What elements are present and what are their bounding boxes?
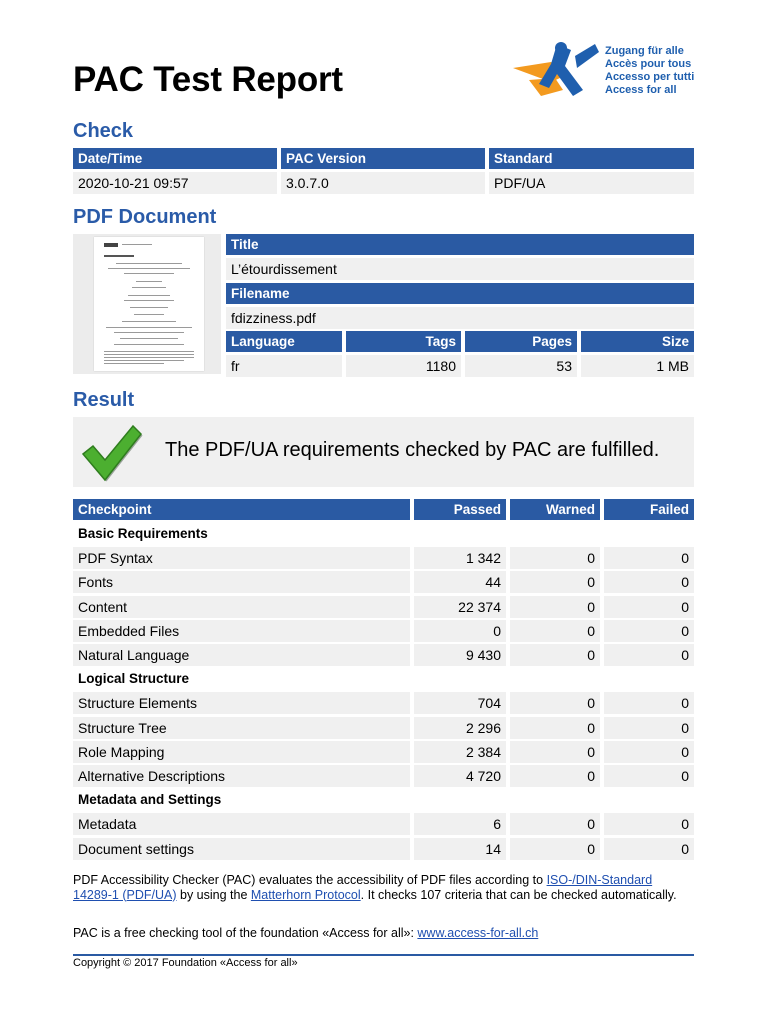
logo-text: [605, 45, 695, 97]
pac-description-text-2: by using the: [176, 887, 251, 902]
document-title-label: Title: [226, 234, 694, 255]
checkpoint-passed: 4 720: [414, 765, 506, 787]
logo-line-it: Accesso per tutti: [605, 71, 695, 83]
matterhorn-protocol-link[interactable]: Matterhorn Protocol: [250, 887, 361, 902]
document-thumbnail: [73, 234, 221, 374]
checkpoint-passed: 0: [414, 620, 506, 642]
warned-header: Warned: [510, 499, 600, 520]
pac-description-text-3: . It checks 107 criteria that can be checked automatically.: [360, 887, 677, 902]
access-for-all-logo: [511, 40, 701, 100]
result-heading: Result: [73, 389, 135, 411]
check-value-datetime: 2020-10-21 09:57: [73, 172, 277, 194]
checkpoint-failed: 0: [604, 644, 694, 666]
pdf-document-heading: PDF Document: [73, 206, 217, 228]
document-title-value: L’étourdissement: [226, 258, 694, 280]
document-language-value: fr: [226, 355, 342, 377]
iso-standard-link[interactable]: ISO-/DIN-Standard 14289-1 (PDF/UA): [73, 873, 653, 902]
footer-divider: [73, 954, 694, 956]
checkpoint-passed: 2 384: [414, 741, 506, 763]
checkpoint-failed: 0: [604, 620, 694, 642]
passed-header: Passed: [414, 499, 506, 520]
result-message: The PDF/UA requirements checked by PAC are fulfilled.: [165, 439, 660, 461]
checkpoint-failed: 0: [604, 741, 694, 763]
checkpoint-name: Alternative Descriptions: [73, 765, 410, 787]
document-size-value: 1 MB: [581, 355, 694, 377]
checkpoint-warned: 0: [510, 717, 600, 739]
document-filename-value: fdizziness.pdf: [226, 307, 694, 329]
checkpoint-name: Metadata: [73, 813, 410, 835]
checkpoint-failed: 0: [604, 717, 694, 739]
checkpoint-passed: 6: [414, 813, 506, 835]
checkpoint-failed: 0: [604, 547, 694, 569]
document-tags-label: Tags: [346, 331, 461, 352]
access-for-all-logo-icon: [511, 40, 601, 100]
checkpoint-group-heading: Metadata and Settings: [78, 792, 222, 807]
check-header-standard: Standard: [489, 148, 694, 169]
logo-line-en: Access for all: [605, 84, 677, 96]
checkpoint-warned: 0: [510, 765, 600, 787]
checkpoint-warned: 0: [510, 644, 600, 666]
checkpoint-warned: 0: [510, 741, 600, 763]
checkpoint-passed: 704: [414, 692, 506, 714]
checkpoint-failed: 0: [604, 692, 694, 714]
checkpoint-passed: 44: [414, 571, 506, 593]
logo-line-de: Zugang für alle: [605, 45, 684, 57]
pac-description: [73, 873, 693, 902]
result-banner: [73, 417, 694, 487]
document-filename-label: Filename: [226, 283, 694, 304]
checkpoint-passed: 2 296: [414, 717, 506, 739]
checkmark-icon: [79, 422, 143, 482]
checkpoint-name: Structure Elements: [73, 692, 410, 714]
checkpoint-failed: 0: [604, 838, 694, 860]
checkpoint-name: PDF Syntax: [73, 547, 410, 569]
checkpoint-failed: 0: [604, 765, 694, 787]
checkpoint-warned: 0: [510, 838, 600, 860]
checkpoint-warned: 0: [510, 692, 600, 714]
access-for-all-link[interactable]: www.access-for-all.ch: [417, 926, 539, 940]
failed-header: Failed: [604, 499, 694, 520]
document-size-label: Size: [581, 331, 694, 352]
check-heading: Check: [73, 120, 134, 142]
check-header-datetime: Date/Time: [73, 148, 277, 169]
document-pages-value: 53: [465, 355, 577, 377]
pac-free-tool-note: [73, 926, 693, 941]
checkpoint-warned: 0: [510, 547, 600, 569]
checkpoint-header: Checkpoint: [73, 499, 410, 520]
pac-free-tool-text: PAC is a free checking tool of the foundation «Access for all»:: [73, 926, 418, 940]
checkpoint-name: Content: [73, 596, 410, 618]
checkpoint-warned: 0: [510, 571, 600, 593]
check-header-version: PAC Version: [281, 148, 485, 169]
thumbnail-page: [94, 237, 204, 371]
checkpoint-passed: 22 374: [414, 596, 506, 618]
check-value-version: 3.0.7.0: [281, 172, 485, 194]
document-language-label: Language: [226, 331, 342, 352]
checkpoint-group-heading: Basic Requirements: [78, 526, 208, 541]
checkpoint-passed: 14: [414, 838, 506, 860]
document-pages-label: Pages: [465, 331, 577, 352]
checkpoint-name: Natural Language: [73, 644, 410, 666]
checkpoint-name: Embedded Files: [73, 620, 410, 642]
checkpoint-name: Document settings: [73, 838, 410, 860]
checkpoint-passed: 1 342: [414, 547, 506, 569]
checkpoint-group-heading: Logical Structure: [78, 671, 190, 686]
checkpoint-warned: 0: [510, 620, 600, 642]
pac-description-text: PDF Accessibility Checker (PAC) evaluates the accessibility of PDF files according to: [73, 873, 547, 887]
checkpoint-warned: 0: [510, 596, 600, 618]
report-title: PAC Test Report: [73, 60, 343, 99]
checkpoint-passed: 9 430: [414, 644, 506, 666]
checkpoint-name: Role Mapping: [73, 741, 410, 763]
checkpoint-name: Fonts: [73, 571, 410, 593]
logo-line-fr: Accès pour tous: [605, 58, 692, 70]
checkpoint-failed: 0: [604, 813, 694, 835]
copyright-text: Copyright © 2017 Foundation «Access for all»: [73, 957, 298, 969]
check-value-standard: PDF/UA: [489, 172, 694, 194]
checkpoint-name: Structure Tree: [73, 717, 410, 739]
checkpoint-warned: 0: [510, 813, 600, 835]
checkpoint-failed: 0: [604, 596, 694, 618]
document-tags-value: 1180: [346, 355, 461, 377]
checkpoint-failed: 0: [604, 571, 694, 593]
